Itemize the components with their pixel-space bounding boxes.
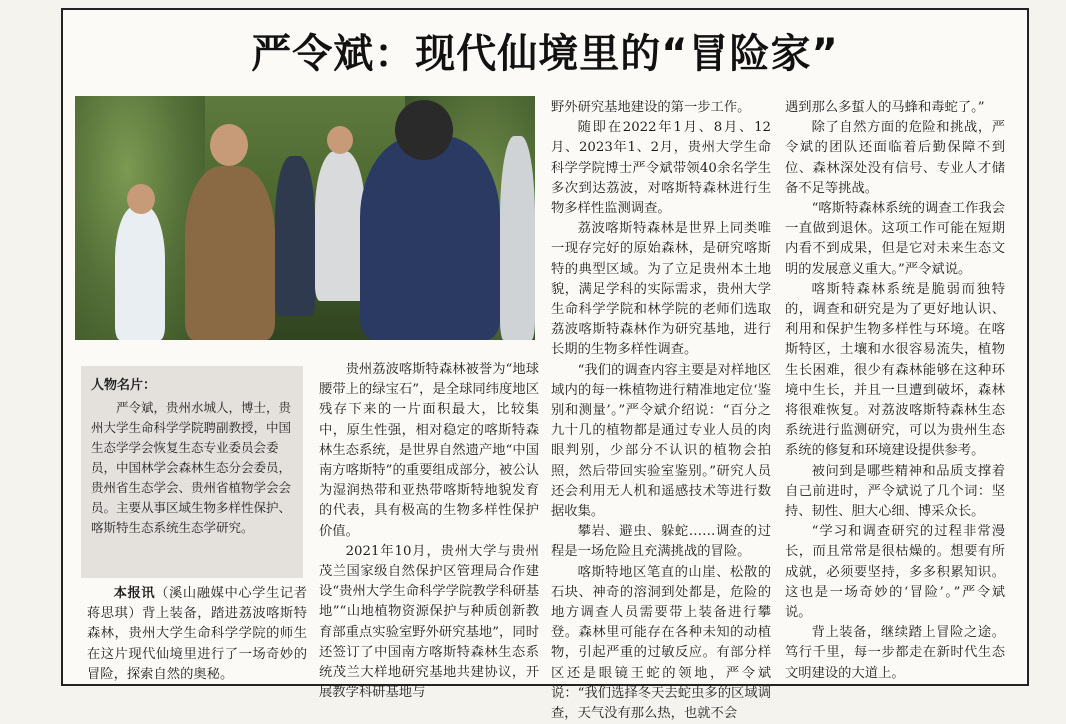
paragraph: 荔波喀斯特森林是世界上同类唯一现存完好的原始森林，是研究喀斯特的典型区域。为了立足贵州本土地貌，满足学科的实际需求，贵州大学生命科学学院和林学院的老师们选取荔波喀斯特森林作为研究基地，进行长期的生物多样性调查。 — [551, 221, 771, 358]
paragraph: 随即在2022年1月、8月、12月、2023年1、2月，贵州大学生命科学学院博士严令斌带领40余名学生多次到达荔波，对喀斯特森林进行生物多样性监测调查。 — [551, 120, 771, 217]
lead-paragraph — [87, 584, 307, 685]
paragraph: 除了自然方面的危险和挑战，严令斌的团队还面临着后勤保障不到位、森林深处没有信号、专业人才储备不足等挑战。 — [785, 120, 1005, 196]
lead-byline: （溪山融媒中心学生记者 蒋思琪） — [87, 586, 308, 622]
paragraph: 被问到是哪些精神和品质支撑着自己前进时，严令斌说了几个词：坚持、韧性、胆大心细、博采众长。 — [785, 463, 1005, 520]
profile-box — [81, 366, 303, 578]
column-3 — [551, 98, 771, 724]
article-title: 严令斌：现代仙境里的“冒险家” — [251, 31, 839, 77]
paragraph: 贵州荔波喀斯特森林被誉为“地球腰带上的绿宝石”，是全球同纬度地区残存下来的一片面积最大，比较集中，原生性强，相对稳定的喀斯特森林生态系统，是世界自然遗产地“中国南方喀斯特”的重要组成部分，被公认为湿润热带和亚热带喀斯特地貌发育的代表，具有极高的生物多样性保护价值。 — [319, 362, 539, 539]
paragraph: 攀岩、避虫、躲蛇……调查的过程是一场危险且充满挑战的冒险。 — [551, 524, 771, 560]
paragraph: 背上装备，继续踏上冒险之途。笃行千里，每一步都走在新时代生态文明建设的大道上。 — [785, 625, 1005, 681]
lead-label: 本报讯 — [113, 586, 156, 601]
profile-heading: 人物名片： — [91, 378, 157, 393]
paragraph: 喀斯特地区笔直的山崖、松散的石块、神奇的溶洞到处都是，危险的地方调查人员需要带上装备进行攀登。森林里可能存在各种未知的动植物，引起严重的过敏反应。有部分样区还是眼镜王蛇的领地，严令斌说：“我们选择冬天去蛇虫多的区域调查，天气没有那么热，也就不会 — [551, 564, 771, 722]
paragraph: “学习和调查研究的过程非常漫长，而且常常是很枯燥的。想要有所成就，必须要坚持，多多积累知识。这也是一场奇妙的‘冒险’。”严令斌说。 — [785, 524, 1005, 621]
lead-text: 背上装备，踏进荔波喀斯特森林，贵州大学生命科学学院的师生在这片现代仙境里进行了一场奇妙的冒险，探索自然的奥秘。 — [87, 606, 308, 682]
paragraph: “我们的调查内容主要是对样地区域内的每一株植物进行精准地定位‘鉴别和测量’。”严令斌介绍说：“百分之九十几的植物都是通过专业人员的肉眼判别，少部分不认识的植物会拍照，然后带回实验室鉴别。”研究人员还会利用无人机和遥感技术等进行数据收集。 — [551, 362, 771, 520]
paragraph: 遇到那么多蜇人的马蜂和毒蛇了。” — [785, 100, 985, 115]
column-2 — [319, 360, 539, 703]
newspaper-article — [61, 8, 1029, 722]
paragraph: 喀斯特森林系统是脆弱而独特的，调查和研究是为了更好地认识、利用和保护生物多样性与环境。在喀斯特区，土壤和水很容易流失，植物生长困难，很少有森林能够在这种环境中生长，并且一旦遭到破坏，森林将很难恢复。对荔波喀斯特森林生态系统进行监测研究，可以为贵州生态系统的修复和环境建设提供参考。 — [785, 281, 1005, 459]
paragraph: 野外研究基地建设的第一步工作。 — [551, 100, 751, 115]
paragraph: 2021年10月，贵州大学与贵州茂兰国家级自然保护区管理局合作建设“贵州大学生命科学学院教学科研基地”“山地植物资源保护与种质创新教育部重点实验室野外研究基地”，同时还签订了中国南方喀斯特森林生态系统茂兰大样地研究基地共建协议，开展教学科研基地与 — [319, 543, 539, 701]
profile-text: 严令斌，贵州水城人，博士，贵州大学生命科学学院聘副教授，中国生态学学会恢复生态专业委员会委员，中国林学会森林生态分会委员，贵州省生态学会、贵州省植物学会会员。主要从事区域生物多样性保护、喀斯特生态系统生态学研究。 — [91, 400, 292, 535]
column-4 — [785, 98, 1005, 684]
article-photo — [75, 96, 535, 340]
paragraph: “喀斯特森林系统的调查工作我会一直做到退休。这项工作可能在短期内看不到成果，但是它对未来生态文明的发展意义重大。”严令斌说。 — [785, 201, 1005, 277]
